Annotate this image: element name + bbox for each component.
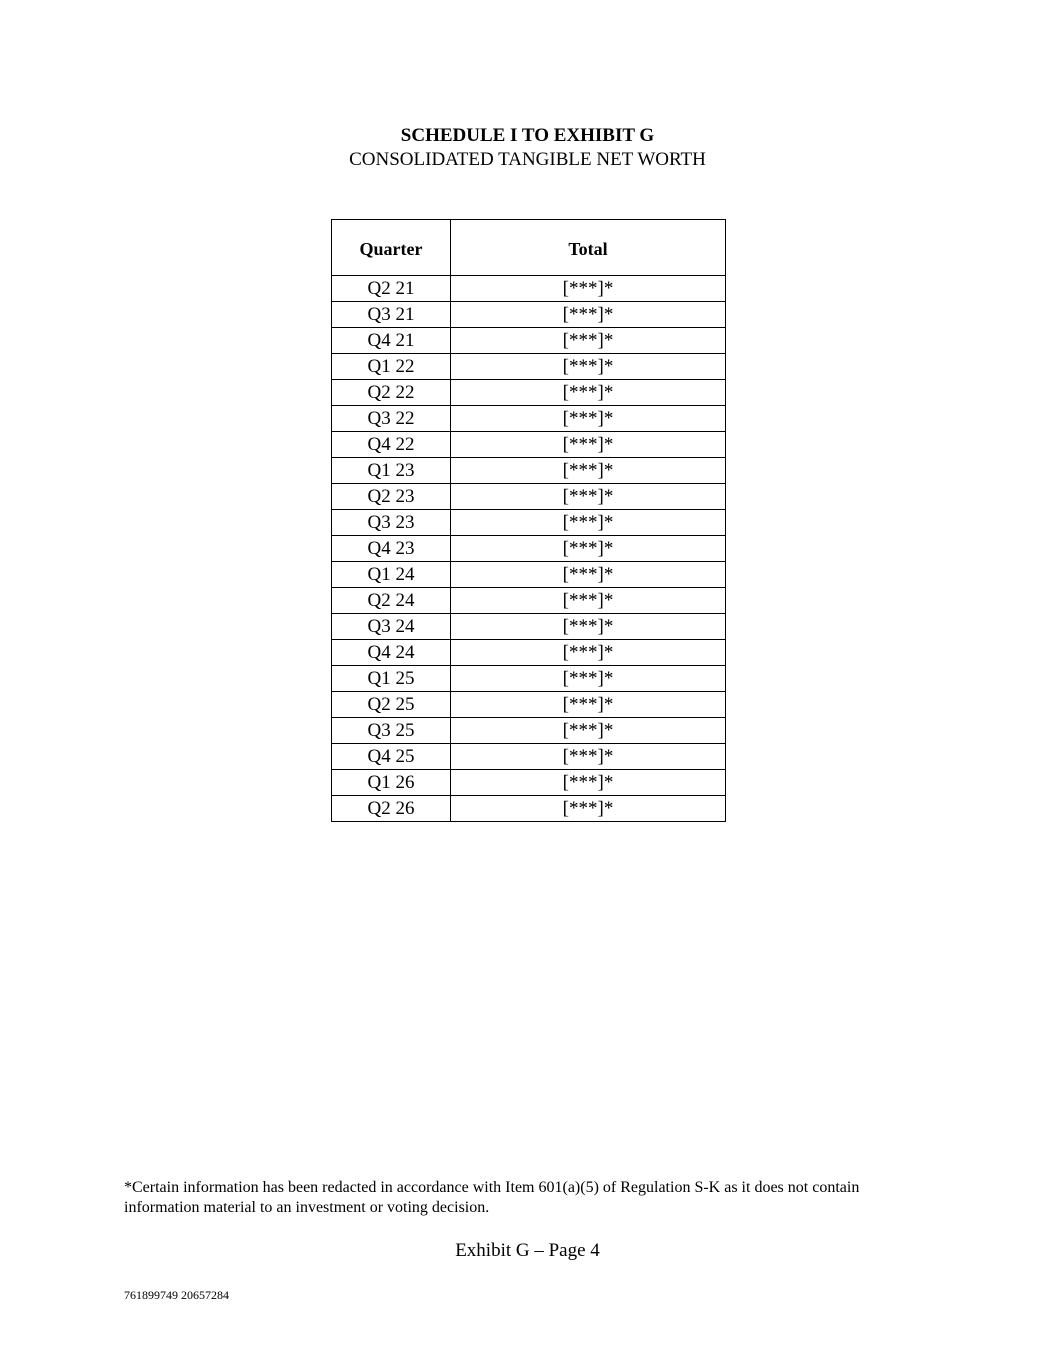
quarter-cell: Q3 21 <box>332 302 451 328</box>
quarter-cell: Q3 24 <box>332 614 451 640</box>
total-cell: [***]* <box>451 406 726 432</box>
table-row <box>332 354 726 380</box>
quarter-cell: Q3 22 <box>332 406 451 432</box>
total-cell: [***]* <box>451 718 726 744</box>
table-row <box>332 380 726 406</box>
total-cell: [***]* <box>451 536 726 562</box>
quarter-cell: Q2 22 <box>332 380 451 406</box>
quarter-cell: Q1 24 <box>332 562 451 588</box>
quarter-cell: Q2 26 <box>332 796 451 822</box>
table-row <box>332 536 726 562</box>
table-row <box>332 328 726 354</box>
total-cell: [***]* <box>451 432 726 458</box>
table-row <box>332 458 726 484</box>
quarter-cell: Q4 25 <box>332 744 451 770</box>
quarter-cell: Q2 23 <box>332 484 451 510</box>
table-row <box>332 614 726 640</box>
table-row <box>332 302 726 328</box>
total-cell: [***]* <box>451 328 726 354</box>
table-row <box>332 666 726 692</box>
total-cell: [***]* <box>451 640 726 666</box>
quarter-cell: Q2 25 <box>332 692 451 718</box>
total-cell: [***]* <box>451 692 726 718</box>
quarter-cell: Q1 23 <box>332 458 451 484</box>
table-row <box>332 718 726 744</box>
column-header-total: Total <box>451 220 726 276</box>
table-row <box>332 406 726 432</box>
quarter-cell: Q4 21 <box>332 328 451 354</box>
redaction-footnote: *Certain information has been redacted in accordance with Item 601(a)(5) of Regulation S-K as it does not contain information material to an investment or voting decision. <box>124 1179 860 1216</box>
document-id: 761899749 20657284 <box>124 1288 229 1302</box>
total-cell: [***]* <box>451 302 726 328</box>
total-cell: [***]* <box>451 666 726 692</box>
table-row <box>332 744 726 770</box>
quarter-cell: Q2 21 <box>332 276 451 302</box>
table-row <box>332 562 726 588</box>
table-row <box>332 692 726 718</box>
quarter-cell: Q4 23 <box>332 536 451 562</box>
quarter-cell: Q2 24 <box>332 588 451 614</box>
quarter-cell: Q4 22 <box>332 432 451 458</box>
quarter-cell: Q1 25 <box>332 666 451 692</box>
total-cell: [***]* <box>451 562 726 588</box>
table-row <box>332 796 726 822</box>
total-cell: [***]* <box>451 380 726 406</box>
total-cell: [***]* <box>451 354 726 380</box>
schedule-subtitle: CONSOLIDATED TANGIBLE NET WORTH <box>349 149 706 170</box>
total-cell: [***]* <box>451 744 726 770</box>
total-cell: [***]* <box>451 484 726 510</box>
quarter-cell: Q1 26 <box>332 770 451 796</box>
schedule-title: SCHEDULE I TO EXHIBIT G <box>400 125 655 146</box>
total-cell: [***]* <box>451 458 726 484</box>
table-row <box>332 484 726 510</box>
total-cell: [***]* <box>451 588 726 614</box>
table-row <box>332 640 726 666</box>
quarter-cell: Q3 25 <box>332 718 451 744</box>
total-cell: [***]* <box>451 510 726 536</box>
total-cell: [***]* <box>451 770 726 796</box>
total-cell: [***]* <box>451 614 726 640</box>
total-cell: [***]* <box>451 276 726 302</box>
table-body <box>332 276 726 822</box>
quarter-cell: Q1 22 <box>332 354 451 380</box>
quarter-cell: Q4 24 <box>332 640 451 666</box>
table-header-row <box>332 220 726 276</box>
quarter-cell: Q3 23 <box>332 510 451 536</box>
page-label: Exhibit G – Page 4 <box>455 1240 600 1261</box>
table-row <box>332 432 726 458</box>
table-row <box>332 510 726 536</box>
net-worth-table <box>331 219 726 822</box>
column-header-quarter: Quarter <box>332 220 451 276</box>
table-row <box>332 276 726 302</box>
table-row <box>332 770 726 796</box>
total-cell: [***]* <box>451 796 726 822</box>
table-row <box>332 588 726 614</box>
